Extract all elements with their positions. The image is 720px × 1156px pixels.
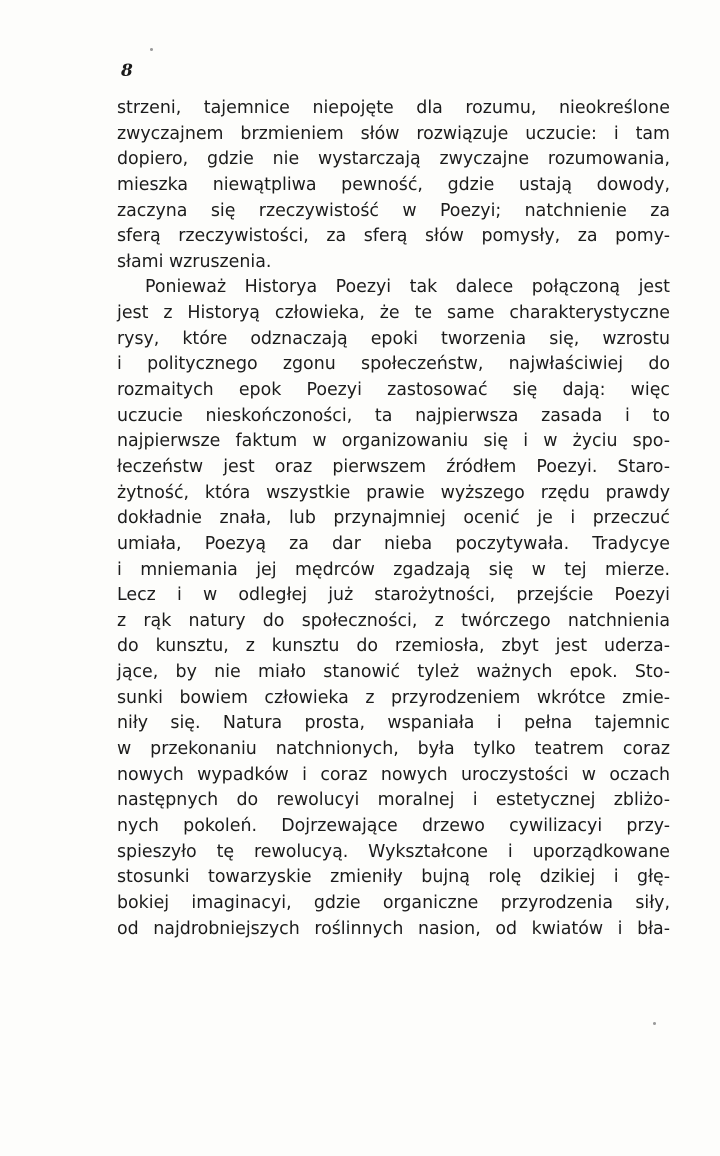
body-text [117,96,670,942]
text-line: zwyczajnem brzmieniem słów rozwiązuje uczucie: i tam [117,123,670,144]
text-line: najpierwsze faktum w organizowaniu się i w życiu spo- [117,431,670,452]
text-line: jest z Historyą człowieka, że te same charakterystyczne [117,303,670,324]
text-line: następnych do rewolucyi moralnej i estetycznej zbliżo- [117,790,670,811]
text-line: Lecz i w odległej już starożytności, przejście Poezyi [117,585,670,606]
text-line: spieszyło tę rewolucyą. Wykształcone i uporządkowane [117,841,670,862]
text-line: bokiej imaginacyi, gdzie organiczne przyrodzenia siły, [117,892,670,913]
text-line: uczucie nieskończoności, ta najpierwsza zasada i to [117,405,670,426]
paper-speck [150,48,153,51]
paragraph-1 [117,96,670,275]
text-line: rysy, które odznaczają epoki tworzenia się, wzrostu [117,328,670,349]
text-line: od najdrobniejszych roślinnych nasion, od kwiatów i bła- [117,918,670,939]
text-line: słami wzruszenia. [117,251,272,272]
paragraph-2 [117,275,670,942]
text-line: umiała, Poezyą za dar nieba poczytywała. Tradycye [117,533,670,554]
text-line: jące, by nie miało stanowić tyleż ważnych epok. Sto- [117,662,670,683]
text-line: niły się. Natura prosta, wspaniała i pełna tajemnic [117,713,670,734]
text-line: łeczeństw jest oraz pierwszem źródłem Poezyi. Staro- [117,456,670,477]
paper-speck [653,1022,656,1025]
text-line: nowych wypadków i coraz nowych uroczystości w oczach [117,764,670,785]
page-number: 8 [121,61,133,81]
text-line: i mniemania jej mędrców zgadzają się w tej mierze. [117,559,670,580]
text-line: sunki bowiem człowieka z przyrodzeniem wkrótce zmie- [117,687,670,708]
text-line: sferą rzeczywistości, za sferą słów pomysły, za pomy- [117,226,670,247]
text-line: w przekonaniu natchnionych, była tylko teatrem coraz [117,739,670,760]
text-line: do kunsztu, z kunsztu do rzemiosła, zbyt jest uderza- [117,636,670,657]
text-line: stosunki towarzyskie zmieniły bujną rolę dzikiej i głę- [117,867,670,888]
text-line: zaczyna się rzeczywistość w Poezyi; natchnienie za [117,200,670,221]
text-line: z rąk natury do społeczności, z twórczego natchnienia [117,610,670,631]
text-line: żytność, która wszystkie prawie wyższego rzędu prawdy [117,482,670,503]
text-line: nych pokoleń. Dojrzewające drzewo cywilizacyi przy- [117,815,670,836]
text-line: dopiero, gdzie nie wystarczają zwyczajne rozumowania, [117,149,670,170]
text-line: strzeni, tajemnice niepojęte dla rozumu, nieokreślone [117,98,670,118]
text-line: dokładnie znała, lub przynajmniej ocenić je i przeczuć [117,508,670,529]
text-line: rozmaitych epok Poezyi zastosować się dają: więc [117,380,670,401]
text-line: i politycznego zgonu społeczeństw, najwłaściwiej do [117,354,670,375]
text-line: mieszka niewątpliwa pewność, gdzie ustają dowody, [117,174,670,195]
text-line: Ponieważ Historya Poezyi tak dalece połączoną jest [145,277,670,298]
